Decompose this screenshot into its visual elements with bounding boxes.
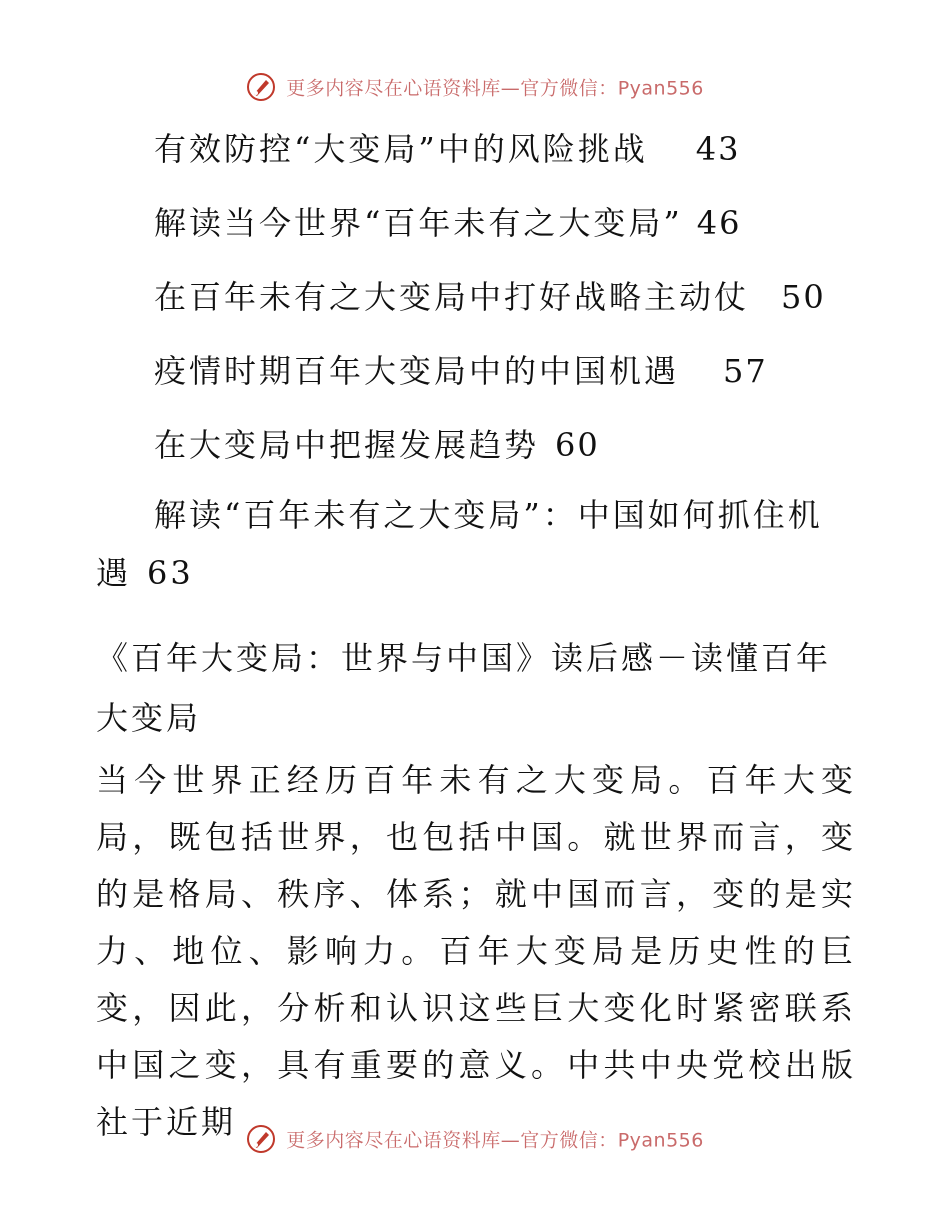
article-body: 当今世界正经历百年未有之大变局。百年大变局，既包括世界，也包括中国。就世界而言，变的是格局、秩序、体系；就中国而言，变的是实力、地位、影响力。百年大变局是历史性的巨变，因此，分析和认识这些巨大变化时紧密联系中国之变，具有重要的意义。中共中央党校出版社于近期 <box>96 761 856 1141</box>
toc-entry-page: 60 <box>555 426 600 464</box>
toc-entry-title: 疫情时期百年大变局中的中国机遇 <box>154 352 680 390</box>
toc-entry <box>154 420 600 466</box>
toc-entry-page: 63 <box>147 554 194 592</box>
toc-entry <box>154 272 826 318</box>
toc-entry-page: 46 <box>696 204 742 242</box>
quill-logo-icon <box>246 1124 276 1154</box>
toc-entry-wrapped <box>96 486 856 602</box>
toc-entry <box>154 198 741 244</box>
toc-entry-title: 解读“百年未有之大变局”：中国如何抓住机遇 <box>96 496 823 592</box>
quill-logo-icon <box>246 72 276 102</box>
article-title: 《百年大变局：世界与中国》读后感－读懂百年大变局 <box>96 639 832 737</box>
toc-entry <box>154 346 768 392</box>
watermark-text: 更多内容尽在心语资料库—官方微信：Pyan556 <box>286 77 704 100</box>
watermark-text: 更多内容尽在心语资料库—官方微信：Pyan556 <box>286 1129 704 1152</box>
toc-entry-title: 解读当今世界“百年未有之大变局” <box>154 204 683 242</box>
toc-entry <box>154 124 740 170</box>
toc-entry-title: 在百年未有之大变局中打好战略主动仗 <box>154 278 750 316</box>
toc-entry-title: 在大变局中把握发展趋势 <box>154 426 540 464</box>
footer-watermark <box>0 1124 950 1154</box>
toc-entry-page: 43 <box>695 130 741 168</box>
header-watermark <box>0 72 950 102</box>
toc-entry-page: 57 <box>723 352 768 390</box>
toc-entry-title: 有效防控“大变局”中的风险挑战 <box>154 130 648 168</box>
toc-entry-page: 50 <box>781 278 826 316</box>
